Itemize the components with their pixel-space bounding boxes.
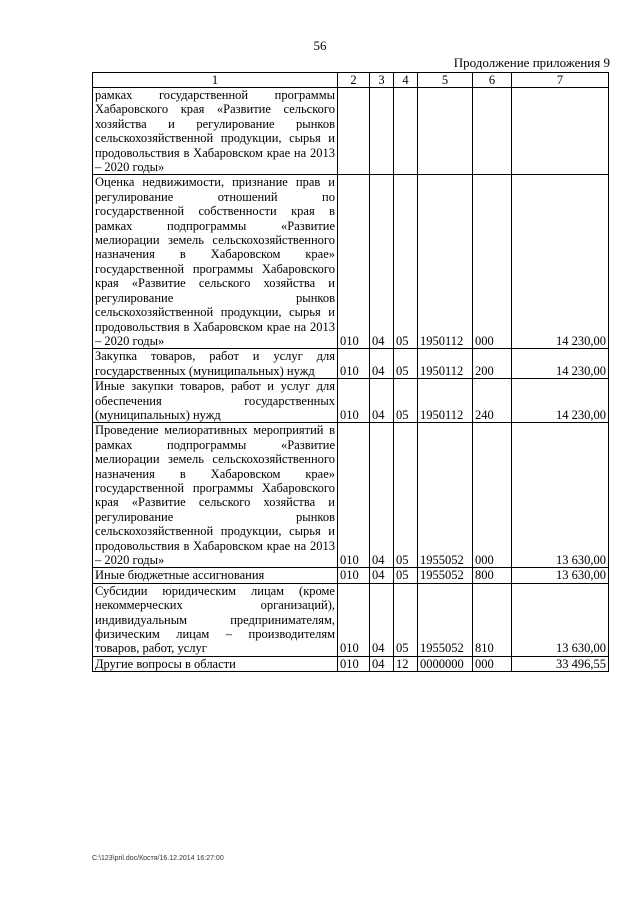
budget-table — [92, 72, 609, 672]
row-amount: 14 230,00 — [512, 175, 609, 349]
row-amount: 13 630,00 — [512, 583, 609, 656]
row-subsection-code: 05 — [394, 379, 418, 423]
row-ministry-code: 010 — [338, 379, 370, 423]
row-subsection-code — [394, 88, 418, 175]
row-ministry-code: 010 — [338, 349, 370, 379]
header-cell: 6 — [473, 73, 512, 88]
row-expense-type: 000 — [473, 175, 512, 349]
table-row — [93, 379, 609, 423]
header-cell: 2 — [338, 73, 370, 88]
row-subsection-code: 05 — [394, 349, 418, 379]
table-row — [93, 568, 609, 583]
row-target-code: 1955052 — [418, 568, 473, 583]
table-row — [93, 423, 609, 568]
row-section-code: 04 — [370, 656, 394, 671]
row-target-code: 1950112 — [418, 379, 473, 423]
row-target-code: 1955052 — [418, 423, 473, 568]
row-section-code — [370, 88, 394, 175]
row-section-code: 04 — [370, 583, 394, 656]
row-amount: 14 230,00 — [512, 349, 609, 379]
row-section-code: 04 — [370, 568, 394, 583]
row-expense-type: 000 — [473, 656, 512, 671]
page-number: 56 — [313, 38, 327, 53]
row-target-code: 0000000 — [418, 656, 473, 671]
row-subsection-code: 05 — [394, 583, 418, 656]
row-name: Иные бюджетные ассигнования — [93, 568, 338, 583]
row-subsection-code: 05 — [394, 568, 418, 583]
row-name: Проведение мелиоративных мероприятий в рамках подпрограммы «Развитие мелиорации земель сельскохозяйственного назначения в Хабаровском крае» государственной программы Хабаровского края «Развитие сельского хозяйства и регулирование рынков сельскохозяйственной продукции, сырья и продовольствия в Хабаровском крае на 2013 – 2020 годы» — [93, 423, 338, 568]
row-section-code: 04 — [370, 175, 394, 349]
header-cell: 4 — [394, 73, 418, 88]
header-cell: 7 — [512, 73, 609, 88]
row-amount: 14 230,00 — [512, 379, 609, 423]
row-amount: 33 496,55 — [512, 656, 609, 671]
row-target-code: 1950112 — [418, 349, 473, 379]
row-subsection-code: 05 — [394, 423, 418, 568]
row-section-code: 04 — [370, 423, 394, 568]
row-expense-type: 800 — [473, 568, 512, 583]
header-row — [93, 73, 609, 88]
table-row — [93, 175, 609, 349]
row-amount: 13 630,00 — [512, 423, 609, 568]
row-ministry-code: 010 — [338, 423, 370, 568]
row-expense-type: 200 — [473, 349, 512, 379]
row-name: Оценка недвижимости, признание прав и регулирование отношений по государственной собственности края в рамках подпрограммы «Развитие мелиорации земель сельскохозяйственного назначения в Хабаровском крае» государственной программы Хабаровского края «Развитие сельского хозяйства и регулирование рынков сельскохозяйственной продукции, сырья и продовольствия в Хабаровском крае на 2013 – 2020 годы» — [93, 175, 338, 349]
row-amount — [512, 88, 609, 175]
row-name: Иные закупки товаров, работ и услуг для обеспечения государственных (муниципальных) нужд — [93, 379, 338, 423]
row-ministry-code: 010 — [338, 583, 370, 656]
row-ministry-code: 010 — [338, 568, 370, 583]
header-cell: 3 — [370, 73, 394, 88]
row-expense-type — [473, 88, 512, 175]
row-ministry-code: 010 — [338, 656, 370, 671]
row-ministry-code: 010 — [338, 175, 370, 349]
row-section-code: 04 — [370, 349, 394, 379]
table-row — [93, 88, 609, 175]
continuation-label: Продолжение приложения 9 — [453, 55, 610, 70]
row-section-code: 04 — [370, 379, 394, 423]
row-target-code: 1955052 — [418, 583, 473, 656]
header-cell: 1 — [93, 73, 338, 88]
header-cell: 5 — [418, 73, 473, 88]
row-subsection-code: 12 — [394, 656, 418, 671]
row-subsection-code: 05 — [394, 175, 418, 349]
row-expense-type: 810 — [473, 583, 512, 656]
row-name: Другие вопросы в области — [93, 656, 338, 671]
table-row — [93, 656, 609, 671]
row-name: рамках государственной программы Хабаровского края «Развитие сельского хозяйства и регулирование рынков сельскохозяйственной продукции, сырья и продовольствия в Хабаровском крае на 2013 – 2020 годы» — [93, 88, 338, 175]
row-amount: 13 630,00 — [512, 568, 609, 583]
row-target-code: 1950112 — [418, 175, 473, 349]
row-expense-type: 000 — [473, 423, 512, 568]
row-target-code — [418, 88, 473, 175]
table-row — [93, 349, 609, 379]
row-name: Субсидии юридическим лицам (кроме некоммерческих организаций), индивидуальным предпринимателям, физическим лицам – производителям товаров, работ, услуг — [93, 583, 338, 656]
table-row — [93, 583, 609, 656]
row-ministry-code — [338, 88, 370, 175]
row-expense-type: 240 — [473, 379, 512, 423]
row-name: Закупка товаров, работ и услуг для государственных (муниципальных) нужд — [93, 349, 338, 379]
file-path-footer: C:\123\pril.doc/Костя/16.12.2014 16:27:00 — [92, 855, 224, 862]
